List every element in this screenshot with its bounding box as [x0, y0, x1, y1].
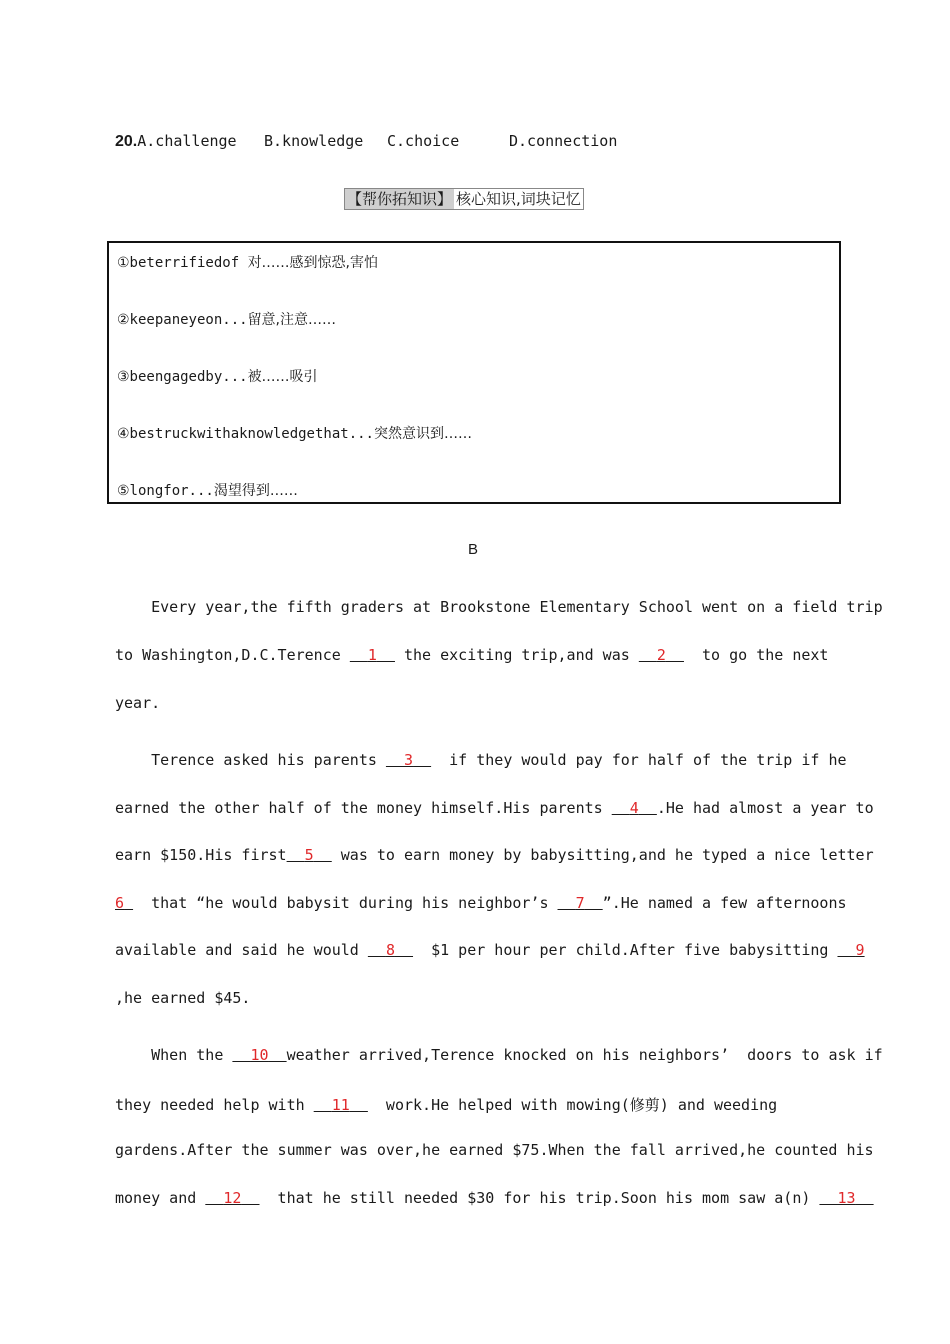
vocab-en: ③beengagedby... [117, 369, 248, 385]
vocab-en: ⑤longfor... [117, 483, 214, 499]
passage-line: earn $150.His first 5 was to earn money by babysitting,and he typed a nice letter [115, 846, 874, 864]
passage-line: earned the other half of the money himself.His parents 4 .He had almost a year to [115, 799, 874, 817]
vocab-en: ①beterrifiedof [117, 255, 240, 271]
question-number: 20. [115, 133, 138, 150]
vocab-cn: 被……吸引 [247, 369, 318, 385]
section-label: B [468, 541, 479, 558]
option-d: D.connection [509, 132, 618, 150]
vocab-item [117, 252, 378, 272]
vocab-item [117, 309, 336, 329]
question-20 [115, 132, 237, 151]
heading-tag: 【帮你拓知识】 [347, 190, 453, 208]
passage-line: they needed help with 11 work.He helped with mowing(修剪) and weeding [115, 1096, 778, 1114]
vocab-item [117, 423, 472, 443]
blank-1[interactable]: 1 [367, 646, 377, 664]
blank-3[interactable]: 3 [404, 751, 414, 769]
vocab-en: ④bestruckwithaknowledgethat... [117, 426, 374, 442]
option-b: B.knowledge [264, 132, 364, 150]
vocab-cn: 留意,注意…… [247, 312, 337, 328]
vocab-cn: 突然意识到…… [373, 426, 472, 442]
vocab-cn: 对……感到惊恐,害怕 [247, 255, 379, 271]
passage-line: available and said he would 8 $1 per hour per child.After five babysitting 9 [115, 941, 865, 959]
blank-5[interactable]: 5 [304, 846, 314, 864]
vocab-cn: 渴望得到…… [213, 483, 298, 499]
blank-11[interactable]: 11 [331, 1096, 350, 1114]
blank-12[interactable]: 12 [223, 1189, 242, 1207]
passage-line: to Washington,D.C.Terence 1 the exciting trip,and was 2 to go the next [115, 646, 829, 664]
passage-line: year. [115, 694, 161, 712]
vocab-item [117, 480, 298, 500]
heading-text: 核心知识,词块记忆 [456, 190, 581, 208]
passage-line: gardens.After the summer was over,he earned $75.When the fall arrived,he counted his [115, 1141, 874, 1159]
blank-2[interactable]: 2 [656, 646, 666, 664]
blank-10[interactable]: 10 [250, 1046, 269, 1064]
passage-line: money and 12 that he still needed $30 for his trip.Soon his mom saw a(n) 13 [115, 1189, 874, 1207]
blank-8[interactable]: 8 [385, 941, 395, 959]
vocab-box [107, 241, 841, 504]
knowledge-heading [344, 188, 584, 210]
vocab-item [117, 366, 318, 386]
blank-4[interactable]: 4 [629, 799, 639, 817]
blank-13[interactable]: 13 [837, 1189, 856, 1207]
blank-6[interactable]: 6 [115, 894, 125, 912]
vocab-en: ②keepaneyeon... [117, 312, 248, 328]
option-a: A.challenge [137, 132, 237, 150]
passage-line: Every year,the fifth graders at Brookstone Elementary School went on a field trip [115, 598, 883, 616]
passage-line: 6 that “he would babysit during his neighbor’s 7 ”.He named a few afternoons [115, 894, 847, 912]
passage-line: When the 10 weather arrived,Terence knocked on his neighbors’ doors to ask if [115, 1046, 883, 1064]
option-c: C.choice [387, 132, 460, 150]
blank-7[interactable]: 7 [575, 894, 585, 912]
passage-line: ,he earned $45. [115, 989, 251, 1007]
blank-9[interactable]: 9 [855, 941, 865, 959]
passage-line: Terence asked his parents 3 if they would pay for half of the trip if he [115, 751, 847, 769]
